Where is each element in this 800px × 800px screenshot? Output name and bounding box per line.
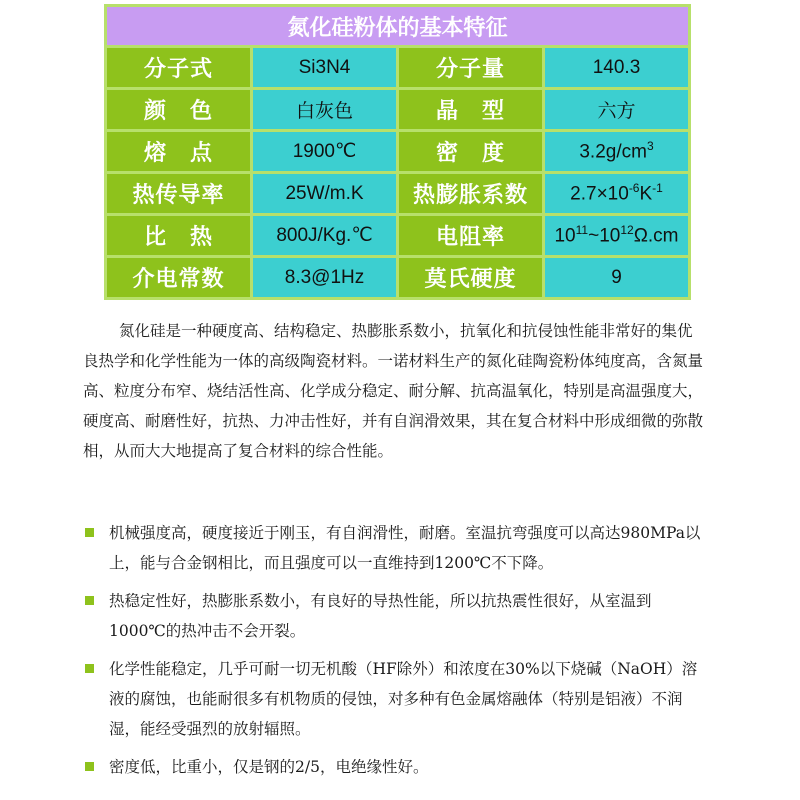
label-molecular-weight: 分子量 xyxy=(399,48,542,87)
value-thermal-expansion xyxy=(545,174,688,213)
label-melting-point: 熔 点 xyxy=(107,132,250,171)
value-molecular-formula: Si3N4 xyxy=(253,48,396,87)
value-molecular-weight: 140.3 xyxy=(545,48,688,87)
label-thermal-conductivity: 热传导率 xyxy=(107,174,250,213)
resistivity-exp-1: 11 xyxy=(575,223,589,238)
expansion-unit-exponent: -1 xyxy=(652,181,663,196)
list-item xyxy=(83,752,708,782)
table-row xyxy=(107,132,688,171)
bullet-square-icon xyxy=(85,762,94,771)
feature-list xyxy=(83,518,708,790)
value-mohs-hardness: 9 xyxy=(545,258,688,297)
value-crystal-type: 六方 xyxy=(545,90,688,129)
label-density: 密 度 xyxy=(399,132,542,171)
resistivity-base-1: 10 xyxy=(554,225,576,247)
expansion-exponent: -6 xyxy=(628,181,640,196)
value-color: 白灰色 xyxy=(253,90,396,129)
bullet-square-icon xyxy=(85,664,94,673)
list-item-text: 机械强度高，硬度接近于刚玉，有自润滑性，耐磨。室温抗弯强度可以高达980MPa以上，能与合金钢相比，而且强度可以一直维持到1200℃不下降。 xyxy=(109,524,701,572)
label-crystal-type: 晶 型 xyxy=(399,90,542,129)
list-item xyxy=(83,654,708,744)
list-item-text: 密度低，比重小，仅是钢的2/5，电绝缘性好。 xyxy=(109,758,429,776)
resistivity-exp-2: 12 xyxy=(620,223,634,238)
density-base: 3.2g/cm xyxy=(579,141,647,163)
label-dielectric-constant: 介电常数 xyxy=(107,258,250,297)
list-item-text: 热稳定性好，热膨胀系数小，有良好的导热性能，所以抗热震性很好，从室温到1000℃的热冲击不会开裂。 xyxy=(109,592,652,640)
resistivity-base-2: ~10 xyxy=(588,225,621,247)
intro-text: 氮化硅是一种硬度高、结构稳定、热膨胀系数小，抗氧化和抗侵蚀性能非常好的集优良热学和化学性能为一体的高级陶瓷材料。一诺材料生产的氮化硅陶瓷粉体纯度高，含氮量高、粒度分布窄、烧结活性高、化学成分稳定、耐分解、抗高温氧化，特别是高温强度大，硬度高、耐磨性好，抗热、力冲击性好，并有自润滑效果，其在复合材料中形成细微的弥散相，从而大大地提高了复合材料的综合性能。 xyxy=(83,322,704,460)
list-item-text: 化学性能稳定，几乎可耐一切无机酸（HF除外）和浓度在30%以下烧碱（NaOH）溶液的腐蚀，也能耐很多有机物质的侵蚀，对多种有色金属熔融体（特别是铝液）不润湿，能经受强烈的放射辐照。 xyxy=(109,660,698,738)
table-row xyxy=(107,174,688,213)
table-row xyxy=(107,90,688,129)
label-molecular-formula: 分子式 xyxy=(107,48,250,87)
list-item xyxy=(83,586,708,646)
value-specific-heat: 800J/Kg.℃ xyxy=(253,216,396,255)
table-row xyxy=(107,216,688,255)
label-specific-heat: 比 热 xyxy=(107,216,250,255)
properties-table xyxy=(104,4,691,300)
expansion-mantissa: 2.7×10 xyxy=(570,183,629,205)
value-resistivity xyxy=(545,216,688,255)
bullet-square-icon xyxy=(85,596,94,605)
label-resistivity: 电阻率 xyxy=(399,216,542,255)
resistivity-unit: Ω.cm xyxy=(633,225,679,247)
label-mohs-hardness: 莫氏硬度 xyxy=(399,258,542,297)
table-title: 氮化硅粉体的基本特征 xyxy=(107,7,688,45)
bullet-square-icon xyxy=(85,528,94,537)
density-exponent: 3 xyxy=(646,139,654,154)
value-density xyxy=(545,132,688,171)
value-dielectric-constant: 8.3@1Hz xyxy=(253,258,396,297)
value-melting-point: 1900℃ xyxy=(253,132,396,171)
value-thermal-conductivity: 25W/m.K xyxy=(253,174,396,213)
table-row xyxy=(107,258,688,297)
label-thermal-expansion: 热膨胀系数 xyxy=(399,174,542,213)
label-color: 颜 色 xyxy=(107,90,250,129)
list-item xyxy=(83,518,708,578)
table-row xyxy=(107,48,688,87)
intro-paragraph xyxy=(83,316,703,466)
expansion-unit: K xyxy=(639,183,653,205)
